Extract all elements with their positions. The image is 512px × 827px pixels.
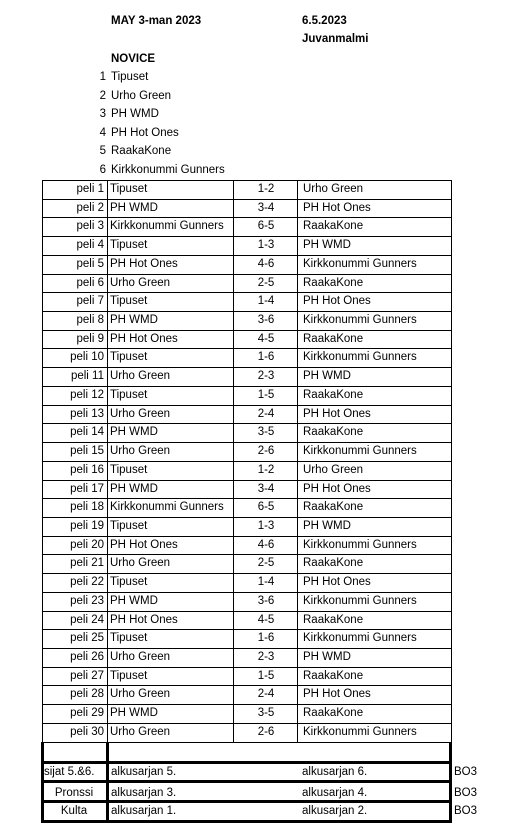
matchup-code: 4-6 [257,257,275,270]
home-team: PH Hot Ones [110,257,178,270]
finals-format: BO3 [454,804,478,817]
away-team: RaakaKone [303,501,364,514]
matchup-code: 1-5 [257,669,275,682]
away-team: PH WMD [303,519,351,532]
matchup-code: 2-6 [257,725,275,738]
row-divider [42,386,451,387]
game-number: peli 24 [70,613,104,626]
column-divider [451,180,452,742]
game-number: peli 3 [76,220,104,233]
home-team: Tipuset [110,632,148,645]
home-team: PH WMD [110,201,158,214]
row-divider [42,498,451,499]
game-number: peli 29 [70,707,104,720]
finals-label: Pronssi [54,786,94,799]
finals-home: alkusarjan 3. [111,786,177,799]
game-number: peli 25 [70,632,104,645]
event-venue: Juvanmalmi [302,33,369,45]
row-divider [42,199,451,200]
finals-row [0,803,512,820]
row-divider [42,667,451,668]
team-name: PH Hot Ones [111,126,179,139]
away-team: PH WMD [303,239,351,252]
row-divider [42,255,451,256]
away-team: PH Hot Ones [303,295,371,308]
home-team: Urho Green [110,276,171,289]
row-divider [42,480,451,481]
row-divider [42,573,451,574]
division-title: NOVICE [111,53,156,65]
home-team: PH WMD [110,314,158,327]
away-team: Kirkkonummi Gunners [303,351,417,364]
finals-away: alkusarjan 4. [302,786,368,799]
away-team: Urho Green [303,463,364,476]
away-team: Kirkkonummi Gunners [303,538,417,551]
frame-divider [41,820,452,823]
team-number: 3 [99,108,106,121]
game-number: peli 2 [76,201,104,214]
matchup-code: 3-6 [257,314,275,327]
home-team: Urho Green [110,407,171,420]
away-team: PH Hot Ones [303,576,371,589]
row-divider [42,742,451,743]
row-divider [42,311,451,312]
home-team: Urho Green [110,370,171,383]
game-number: peli 5 [76,257,104,270]
home-team: PH Hot Ones [110,332,178,345]
away-team: PH WMD [303,370,351,383]
away-team: PH Hot Ones [303,482,371,495]
row-divider [42,517,451,518]
matchup-code: 2-5 [257,557,275,570]
matchup-code: 3-6 [257,594,275,607]
game-number: peli 11 [70,370,104,383]
team-name: RaakaKone [111,145,172,158]
game-number: peli 28 [70,688,104,701]
game-number: peli 16 [70,463,104,476]
home-team: Tipuset [110,519,148,532]
away-team: Kirkkonummi Gunners [303,445,417,458]
game-number: peli 4 [76,239,104,252]
row-divider [42,292,451,293]
row-divider [42,330,451,331]
team-number: 5 [99,145,106,158]
matchup-code: 6-5 [257,501,275,514]
team-number: 6 [99,164,106,176]
column-divider [233,180,234,742]
row-divider [42,367,451,368]
event-date: 6.5.2023 [302,15,347,27]
home-team: Urho Green [110,650,171,663]
matchup-code: 2-4 [257,688,275,701]
team-list-item [0,142,300,160]
row-divider [42,536,451,537]
matchup-code: 3-4 [257,482,275,495]
home-team: PH WMD [110,594,158,607]
finals-format: BO3 [454,765,478,778]
away-team: Kirkkonummi Gunners [303,314,417,327]
finals-home: alkusarjan 5. [111,765,177,778]
matchup-code: 3-5 [257,426,275,439]
matchup-code: 2-4 [257,407,275,420]
matchup-code: 3-4 [257,201,275,214]
home-team: Tipuset [110,183,148,195]
column-divider [107,180,108,742]
row-divider [42,348,451,349]
home-team: PH WMD [110,707,158,720]
away-team: RaakaKone [303,707,364,720]
finals-away: alkusarjan 6. [302,765,368,778]
team-list-item [0,105,300,123]
row-divider [42,629,451,630]
team-list-item [0,161,300,179]
row-divider [42,704,451,705]
away-team: Kirkkonummi Gunners [303,632,417,645]
game-number: peli 21 [70,557,104,570]
away-team: RaakaKone [303,388,364,401]
game-number: peli 6 [76,276,104,289]
team-name: PH WMD [111,108,159,121]
row-divider [42,423,451,424]
matchup-code: 2-3 [257,650,275,663]
event-title: MAY 3-man 2023 [111,15,202,27]
matchup-code: 4-5 [257,332,275,345]
row-divider [42,217,451,218]
home-team: Tipuset [110,669,148,682]
home-team: Urho Green [110,725,171,738]
matchup-code: 1-2 [257,463,275,476]
game-number: peli 17 [70,482,104,495]
row-divider [42,723,451,724]
away-team: PH Hot Ones [303,407,371,420]
game-number: peli 13 [70,407,104,420]
team-list-item [0,87,300,105]
matchup-code: 1-5 [257,388,275,401]
finals-label: Kulta [60,804,88,817]
team-name: Tipuset [111,71,149,83]
home-team: Tipuset [110,295,148,308]
away-team: PH Hot Ones [303,201,371,214]
game-number: peli 23 [70,594,104,607]
team-number: 2 [99,89,106,102]
matchup-code: 1-6 [257,632,275,645]
game-number: peli 14 [70,426,104,439]
game-number: peli 20 [70,538,104,551]
away-team: RaakaKone [303,220,364,233]
matchup-code: 1-3 [257,519,275,532]
column-divider [42,180,43,742]
away-team: Kirkkonummi Gunners [303,725,417,738]
row-divider [42,554,451,555]
team-name: Kirkkonummi Gunners [111,164,225,176]
home-team: Tipuset [110,351,148,364]
row-divider [42,405,451,406]
finals-label: sijat 5.&6. [44,765,95,778]
home-team: Urho Green [110,445,171,458]
matchup-code: 2-3 [257,370,275,383]
home-team: Tipuset [110,463,148,476]
away-team: PH WMD [303,650,351,663]
row-divider [42,461,451,462]
home-team: Tipuset [110,576,148,589]
home-team: Tipuset [110,388,148,401]
row-divider [42,274,451,275]
away-team: RaakaKone [303,557,364,570]
away-team: Kirkkonummi Gunners [303,594,417,607]
finals-row [0,785,512,802]
matchup-code: 6-5 [257,220,275,233]
game-number: peli 9 [76,332,104,345]
matchup-code: 2-5 [257,276,275,289]
team-number: 1 [99,71,106,83]
row-divider [42,685,451,686]
away-team: RaakaKone [303,613,364,626]
finals-home: alkusarjan 1. [111,804,177,817]
home-team: Tipuset [110,239,148,252]
matchup-code: 3-5 [257,707,275,720]
team-list-item [0,68,300,86]
home-team: PH WMD [110,426,158,439]
home-team: Kirkkonummi Gunners [110,501,224,514]
matchup-code: 1-6 [257,351,275,364]
matchup-code: 1-2 [257,183,275,195]
home-team: Urho Green [110,557,171,570]
team-number: 4 [99,126,106,139]
matchup-code: 4-6 [257,538,275,551]
row-divider [42,236,451,237]
game-number: peli 10 [70,351,104,364]
matchup-code: 2-6 [257,445,275,458]
home-team: PH WMD [110,482,158,495]
matchup-code: 1-4 [257,576,275,589]
game-number: peli 26 [70,650,104,663]
game-number: peli 1 [76,183,104,195]
row-divider [42,442,451,443]
game-number: peli 18 [70,501,104,514]
row-divider [42,611,451,612]
game-number: peli 15 [70,445,104,458]
row-divider [42,592,451,593]
row-divider [42,180,451,181]
finals-row [0,764,512,781]
home-team: PH Hot Ones [110,613,178,626]
game-number: peli 22 [70,576,104,589]
home-team: Kirkkonummi Gunners [110,220,224,233]
away-team: RaakaKone [303,669,364,682]
away-team: Kirkkonummi Gunners [303,257,417,270]
finals-away: alkusarjan 2. [302,804,368,817]
home-team: Urho Green [110,688,171,701]
column-divider [297,180,298,742]
game-number: peli 8 [76,314,104,327]
game-number: peli 30 [70,725,104,738]
home-team: PH Hot Ones [110,538,178,551]
team-list-item [0,124,300,142]
row-divider [42,648,451,649]
game-number: peli 19 [70,519,104,532]
away-team: PH Hot Ones [303,688,371,701]
game-number: peli 12 [70,388,104,401]
away-team: RaakaKone [303,276,364,289]
away-team: Urho Green [303,183,364,195]
away-team: RaakaKone [303,332,364,345]
matchup-code: 4-5 [257,613,275,626]
finals-format: BO3 [454,786,478,799]
matchup-code: 1-4 [257,295,275,308]
game-number: peli 27 [70,669,104,682]
matchup-code: 1-3 [257,239,275,252]
team-name: Urho Green [111,89,172,102]
away-team: RaakaKone [303,426,364,439]
game-number: peli 7 [76,295,104,308]
